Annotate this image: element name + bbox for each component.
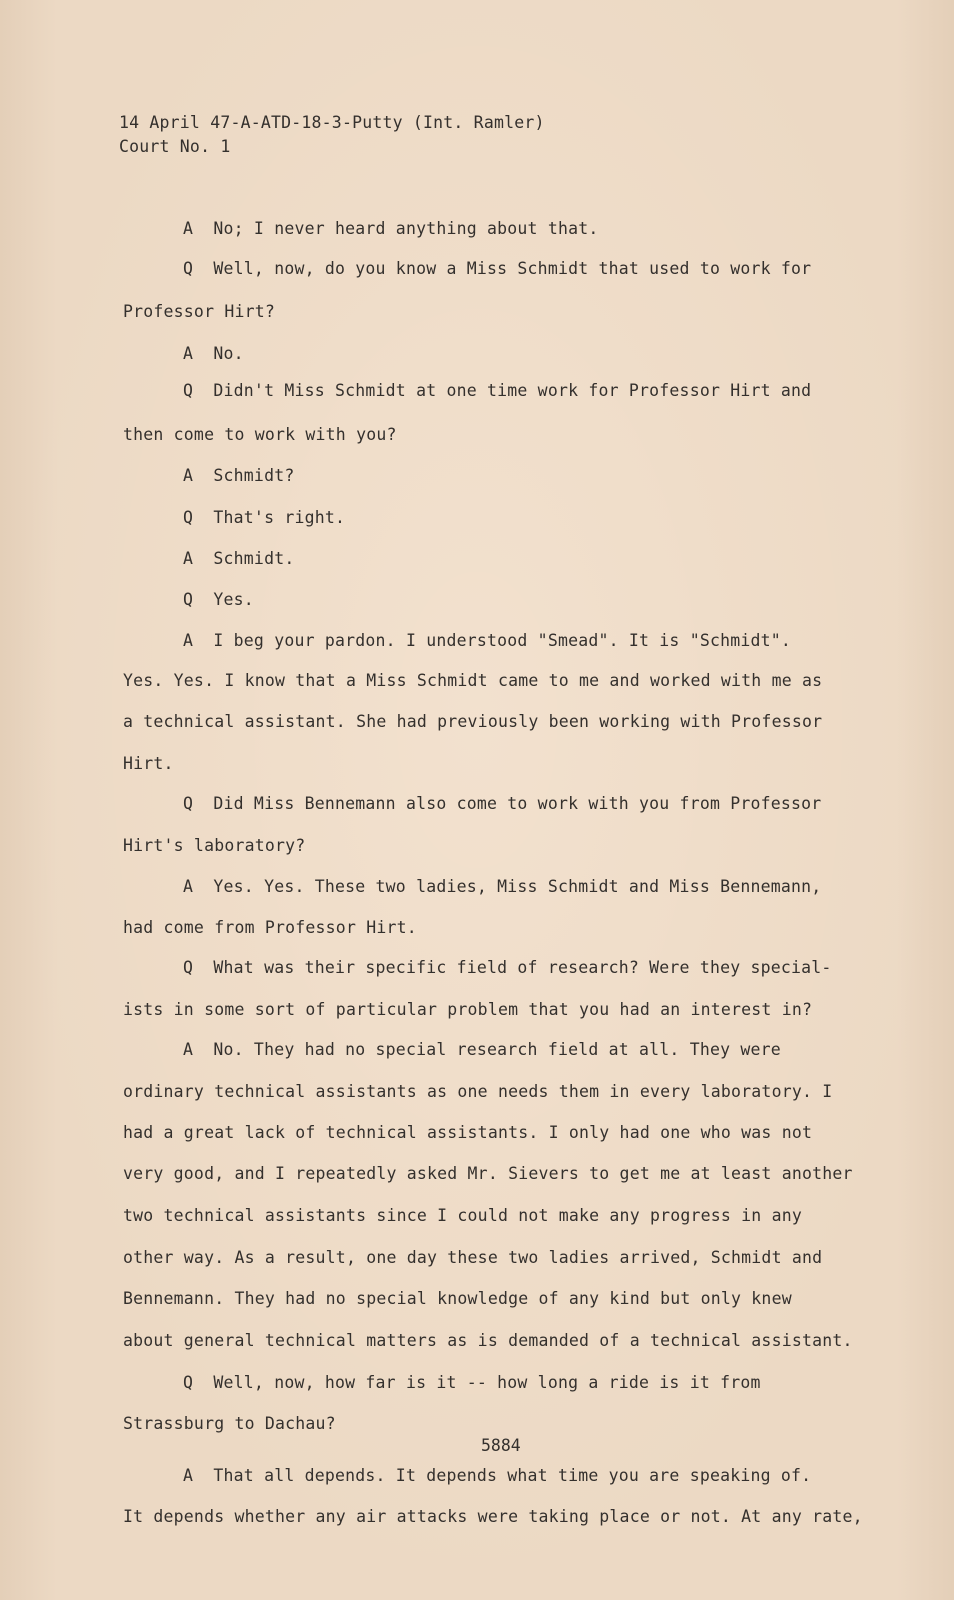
testimony-line: Q What was their specific field of research? Were they special- <box>183 958 832 977</box>
testimony-line: A That all depends. It depends what time you are speaking of. <box>183 1466 812 1485</box>
testimony-line: ordinary technical assistants as one needs them in every laboratory. I <box>123 1082 833 1101</box>
testimony-line: had come from Professor Hirt. <box>123 918 417 937</box>
testimony-line: two technical assistants since I could not make any progress in any <box>123 1206 802 1225</box>
testimony-line: Bennemann. They had no special knowledge of any kind but only knew <box>123 1289 792 1308</box>
testimony-line: A No. They had no special research field at all. They were <box>183 1040 781 1059</box>
testimony-line: very good, and I repeatedly asked Mr. Sievers to get me at least another <box>123 1164 853 1183</box>
testimony-line: It depends whether any air attacks were taking place or not. At any rate, <box>123 1507 863 1526</box>
header-court-line: Court No. 1 <box>119 137 231 156</box>
testimony-line: a technical assistant. She had previously been working with Professor <box>123 712 823 731</box>
testimony-line: had a great lack of technical assistants. I only had one who was not <box>123 1123 813 1142</box>
testimony-line: A No; I never heard anything about that. <box>183 219 599 238</box>
testimony-line: A Schmidt. <box>183 549 295 568</box>
testimony-line: ists in some sort of particular problem that you had an interest in? <box>123 1000 813 1019</box>
page-number: 5884 <box>481 1436 521 1455</box>
testimony-line: Q Well, now, do you know a Miss Schmidt that used to work for <box>183 259 812 278</box>
testimony-line: Q Well, now, how far is it -- how long a ride is it from <box>183 1373 761 1392</box>
testimony-line: Q Yes. <box>183 590 254 609</box>
testimony-line: A No. <box>183 344 244 363</box>
testimony-line: Yes. Yes. I know that a Miss Schmidt came to me and worked with me as <box>123 671 823 690</box>
testimony-line: A Yes. Yes. These two ladies, Miss Schmidt and Miss Bennemann, <box>183 877 822 896</box>
testimony-line: then come to work with you? <box>123 425 397 444</box>
testimony-line: Q That's right. <box>183 508 346 527</box>
testimony-line: about general technical matters as is demanded of a technical assistant. <box>123 1331 853 1350</box>
testimony-line: Professor Hirt? <box>123 302 276 321</box>
testimony-line: A Schmidt? <box>183 466 295 485</box>
testimony-line: A I beg your pardon. I understood "Smead". It is "Schmidt". <box>183 631 792 650</box>
testimony-line: Q Did Miss Bennemann also come to work with you from Professor <box>183 794 822 813</box>
testimony-line: other way. As a result, one day these two ladies arrived, Schmidt and <box>123 1248 823 1267</box>
header-date-line: 14 April 47-A-ATD-18-3-Putty (Int. Ramler) <box>119 113 545 132</box>
testimony-line: Hirt. <box>123 754 174 773</box>
testimony-line: Q Didn't Miss Schmidt at one time work for Professor Hirt and <box>183 381 812 400</box>
testimony-line: Strassburg to Dachau? <box>123 1414 336 1433</box>
testimony-line: Hirt's laboratory? <box>123 836 306 855</box>
